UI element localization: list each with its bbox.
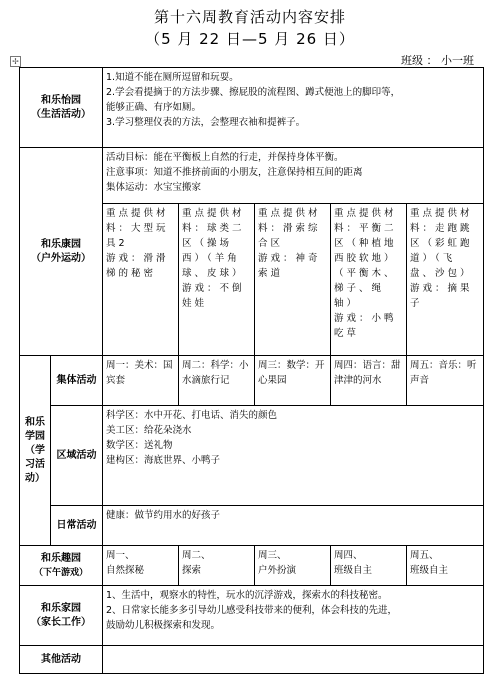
quyuan-day-cell: 周三、 户外扮演 [255, 546, 331, 586]
group-activity-label: 集体活动 [51, 356, 103, 406]
group-day-cell: 周一：美术：国宾套 [103, 356, 179, 406]
daily-activity-label: 日常活动 [51, 506, 103, 546]
quyuan-day-cell: 周一、 自然探秘 [103, 546, 179, 586]
row-quyuan [20, 546, 484, 586]
jiayuan-header: 和乐家园 （家长工作） [20, 586, 103, 646]
class-label: 班级 ： 小一班 [401, 54, 474, 67]
kangyuan-day-cell: 重点提供材料：走跑跳区（彩虹跑道）（飞盘、沙包） 游戏：摘果子 [407, 204, 484, 356]
table-move-handle-icon[interactable]: ✢ [10, 56, 21, 67]
group-day-cell: 周四：语言：甜津津的河水 [331, 356, 407, 406]
yile-line: 3.学习整理仪表的方法，会整理衣袖和提裤子。 [106, 117, 306, 128]
row-xueyuan-area [20, 406, 484, 506]
row-xueyuan-group [20, 356, 484, 406]
quyuan-day-cell: 周四、 班级自主 [331, 546, 407, 586]
row-xueyuan-daily [20, 506, 484, 546]
row-other [20, 646, 484, 674]
jiayuan-content: 1、生活中，观察水的特性，玩水的沉浮游戏，探索水的科技秘密。 2、日常家长能多多引导幼儿感受科技带来的便利，体会科技的先进， 鼓励幼儿积极探索和发现。 [103, 586, 484, 646]
group-day-cell: 周五：音乐：听声音 [407, 356, 484, 406]
other-content [103, 646, 484, 674]
quyuan-header: 和乐趣园 （下午游戏） [20, 546, 103, 586]
quyuan-day-cell: 周二、 探索 [179, 546, 255, 586]
schedule-table [19, 67, 484, 674]
document-subtitle: （5 月 22 日—5 月 26 日） [145, 30, 355, 48]
document-title: 第十六周教育活动内容安排 [153, 8, 346, 26]
row-jiayuan [20, 586, 484, 646]
group-day-cell: 周二：科学：小水滴旅行记 [179, 356, 255, 406]
kangyuan-day-cell: 重点提供材料：大型玩具2 游戏：滑滑梯的秘密 [103, 204, 179, 356]
yile-line: 2.学会看提摘于的方法步骤、擦屁股的流程图、蹲式便池上的脚印等， [106, 87, 401, 98]
row-kangyuan-goals [20, 148, 484, 204]
quyuan-day-cell: 周五、 班级自主 [407, 546, 484, 586]
kangyuan-day-cell: 重点提供材料：平衡二区（种植地西胶软地）（平衡木、梯子、绳轴） 游戏：小鸭吃草 [331, 204, 407, 356]
row-yile [20, 68, 484, 148]
daily-activity-content: 健康：做节约用水的好孩子 [103, 506, 484, 546]
kangyuan-day-cell: 重点提供材料：滑索综合区 游戏：神奇索道 [255, 204, 331, 356]
kangyuan-header: 和乐康园 （户外运动） [20, 148, 103, 356]
area-activity-label: 区域活动 [51, 406, 103, 506]
yile-line: 1.知道不能在厕所逗留和玩耍。 [106, 72, 239, 83]
kangyuan-day-cell: 重点提供材料：球类二区（操场西）（羊角球、皮球） 游戏：不倒娃娃 [179, 204, 255, 356]
yile-content [103, 68, 484, 148]
other-header: 其他活动 [20, 646, 103, 674]
group-day-cell: 周三：数学：开心果园 [255, 356, 331, 406]
yile-header: 和乐怡园 （生活活动） [20, 68, 103, 148]
area-activity-content: 科学区：水中开花、打电话、消失的颜色 美工区：给花朵浇水 数学区：送礼物 建构区：海底世界、小鸭子 [103, 406, 484, 506]
kangyuan-goals: 活动目标：能在平衡板上自然的行走，并保持身体平衡。 注意事项：知道不推挤前面的小朋友，注意保持相互间的距离 集体运动：水宝宝搬家 [103, 148, 484, 204]
xueyuan-header: 和乐学园（学习活动） [20, 356, 51, 546]
yile-line: 能够正确、有序如厕。 [106, 102, 202, 113]
